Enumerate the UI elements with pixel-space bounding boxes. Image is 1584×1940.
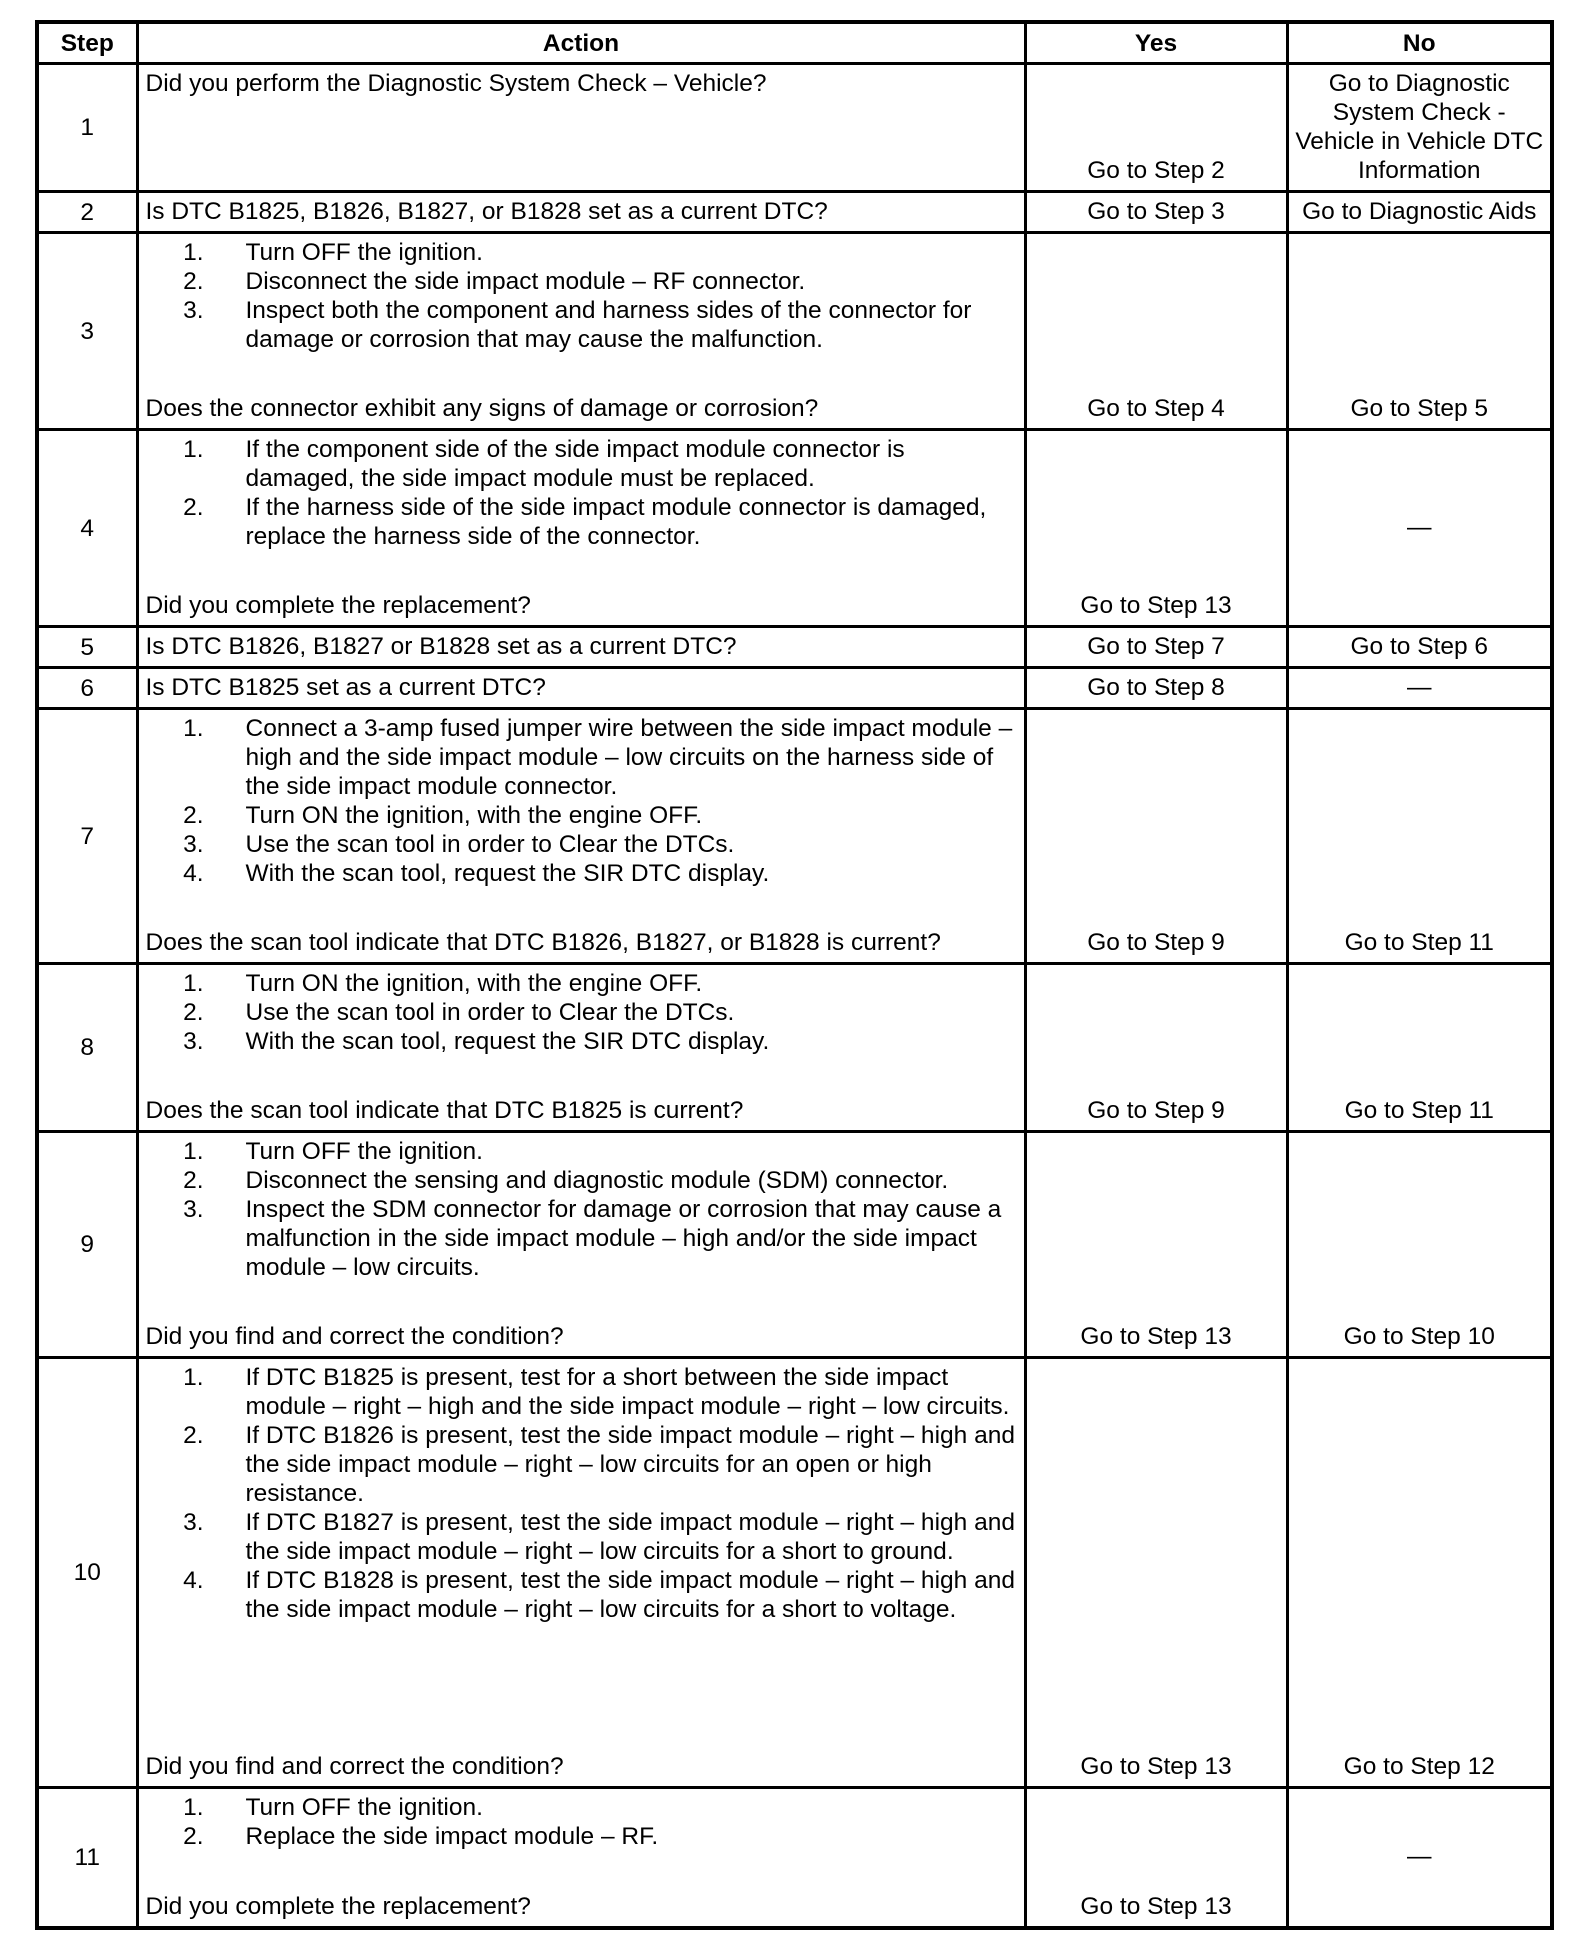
header-no: No <box>1287 22 1552 64</box>
substep-item <box>146 859 1020 888</box>
substep-text: With the scan tool, request the SIR DTC display. <box>245 1028 770 1055</box>
substep-item <box>146 296 1020 354</box>
no-result: Go to Diagnostic System Check - Vehicle in Vehicle DTC Information <box>1287 64 1552 192</box>
step-question: Does the connector exhibit any signs of damage or corrosion? <box>145 395 819 422</box>
substep-list <box>146 1137 1020 1282</box>
substep-item <box>146 1508 1020 1566</box>
step-number: 9 <box>37 1132 137 1358</box>
substep-list <box>146 714 1020 888</box>
action-cell <box>137 627 1025 668</box>
step-number: 5 <box>37 627 137 668</box>
substep-item <box>146 1566 1020 1624</box>
substep-number: 2. <box>183 494 204 521</box>
substep-number: 2. <box>183 268 204 295</box>
substep-item <box>146 998 1020 1027</box>
yes-result: Go to Step 9 <box>1025 709 1287 964</box>
substep-item <box>146 238 1020 267</box>
substep-text: If DTC B1825 is present, test for a short between the side impact module – right – high and the side impact module – right – low circuits. <box>245 1364 1010 1420</box>
substep-text: Replace the side impact module – RF. <box>245 1823 659 1850</box>
substep-number: 1. <box>183 239 204 266</box>
substep-item <box>146 1027 1020 1056</box>
substep-number: 2. <box>183 1422 204 1449</box>
substep-number: 2. <box>183 1823 204 1850</box>
step-number: 7 <box>37 709 137 964</box>
yes-result: Go to Step 13 <box>1025 1132 1287 1358</box>
table-row <box>37 64 1552 192</box>
no-result: — <box>1287 430 1552 627</box>
table-row <box>37 964 1552 1132</box>
substep-text: Disconnect the sensing and diagnostic module (SDM) connector. <box>245 1167 949 1194</box>
substep-text: If the component side of the side impact module connector is damaged, the side impact module must be replaced. <box>245 436 905 492</box>
action-cell <box>137 192 1025 233</box>
substep-number: 4. <box>183 1567 204 1594</box>
table-row <box>37 1358 1552 1788</box>
step-question: Did you perform the Diagnostic System Check – Vehicle? <box>145 70 767 97</box>
action-cell <box>137 1788 1025 1929</box>
substep-text: Use the scan tool in order to Clear the DTCs. <box>245 831 735 858</box>
step-question: Does the scan tool indicate that DTC B1826, B1827, or B1828 is current? <box>145 929 941 956</box>
step-number: 3 <box>37 233 137 430</box>
action-cell <box>137 233 1025 430</box>
substep-item <box>146 1166 1020 1195</box>
substep-number: 1. <box>183 1794 204 1821</box>
step-number: 2 <box>37 192 137 233</box>
substep-number: 3. <box>183 1196 204 1223</box>
substep-item <box>146 435 1020 493</box>
table-row <box>37 430 1552 627</box>
no-result: — <box>1287 668 1552 709</box>
step-question: Did you find and correct the condition? <box>145 1323 564 1350</box>
substep-text: Turn OFF the ignition. <box>245 239 483 266</box>
header-row <box>37 22 1552 64</box>
substep-item <box>146 830 1020 859</box>
substep-number: 1. <box>183 436 204 463</box>
substep-number: 3. <box>183 831 204 858</box>
step-question: Is DTC B1825, B1826, B1827, or B1828 set as a current DTC? <box>145 198 828 225</box>
substep-item <box>146 714 1020 801</box>
substep-number: 2. <box>183 1167 204 1194</box>
substep-text: Turn ON the ignition, with the engine OFF. <box>245 970 703 997</box>
step-question: Is DTC B1825 set as a current DTC? <box>145 674 546 701</box>
action-cell <box>137 709 1025 964</box>
yes-result: Go to Step 13 <box>1025 1358 1287 1788</box>
substep-item <box>146 801 1020 830</box>
substep-list <box>146 969 1020 1056</box>
substep-text: With the scan tool, request the SIR DTC display. <box>245 860 770 887</box>
substep-list <box>146 238 1020 354</box>
step-question: Is DTC B1826, B1827 or B1828 set as a current DTC? <box>145 633 737 660</box>
substep-text: Turn ON the ignition, with the engine OFF. <box>245 802 703 829</box>
step-question: Did you complete the replacement? <box>145 1893 531 1920</box>
action-cell <box>137 1358 1025 1788</box>
step-number: 8 <box>37 964 137 1132</box>
action-cell <box>137 64 1025 192</box>
diagnostic-table <box>35 20 1554 1930</box>
step-number: 10 <box>37 1358 137 1788</box>
step-number: 4 <box>37 430 137 627</box>
substep-list <box>146 435 1020 551</box>
no-result: Go to Step 12 <box>1287 1358 1552 1788</box>
substep-text: Turn OFF the ignition. <box>245 1794 483 1821</box>
action-cell <box>137 964 1025 1132</box>
yes-result: Go to Step 3 <box>1025 192 1287 233</box>
step-number: 1 <box>37 64 137 192</box>
substep-item <box>146 1421 1020 1508</box>
header-action: Action <box>137 22 1025 64</box>
yes-result: Go to Step 2 <box>1025 64 1287 192</box>
substep-item <box>146 1363 1020 1421</box>
step-question: Did you find and correct the condition? <box>145 1753 564 1780</box>
substep-text: Disconnect the side impact module – RF connector. <box>245 268 806 295</box>
substep-number: 1. <box>183 1138 204 1165</box>
yes-result: Go to Step 13 <box>1025 430 1287 627</box>
table-row <box>37 627 1552 668</box>
substep-list <box>146 1793 1020 1851</box>
action-cell <box>137 430 1025 627</box>
substep-number: 1. <box>183 715 204 742</box>
substep-text: Turn OFF the ignition. <box>245 1138 483 1165</box>
no-result: Go to Diagnostic Aids <box>1287 192 1552 233</box>
no-result: Go to Step 10 <box>1287 1132 1552 1358</box>
table-row <box>37 233 1552 430</box>
substep-item <box>146 493 1020 551</box>
substep-item <box>146 1793 1020 1822</box>
no-result: Go to Step 6 <box>1287 627 1552 668</box>
substep-number: 2. <box>183 802 204 829</box>
yes-result: Go to Step 4 <box>1025 233 1287 430</box>
table-row <box>37 668 1552 709</box>
yes-result: Go to Step 13 <box>1025 1788 1287 1929</box>
substep-item <box>146 267 1020 296</box>
table-body <box>37 64 1552 1929</box>
step-question: Did you complete the replacement? <box>145 592 531 619</box>
table-row <box>37 1788 1552 1929</box>
table-row <box>37 192 1552 233</box>
table-row <box>37 709 1552 964</box>
header-step: Step <box>37 22 137 64</box>
table-row <box>37 1132 1552 1358</box>
substep-number: 1. <box>183 1364 204 1391</box>
substep-number: 1. <box>183 970 204 997</box>
substep-text: Use the scan tool in order to Clear the DTCs. <box>245 999 735 1026</box>
step-question: Does the scan tool indicate that DTC B1825 is current? <box>145 1097 744 1124</box>
header-yes: Yes <box>1025 22 1287 64</box>
action-cell <box>137 668 1025 709</box>
substep-number: 3. <box>183 297 204 324</box>
substep-text: If DTC B1827 is present, test the side impact module – right – high and the side impact module – right – low circuits for a short to ground. <box>245 1509 1015 1565</box>
no-result: Go to Step 5 <box>1287 233 1552 430</box>
yes-result: Go to Step 7 <box>1025 627 1287 668</box>
substep-list <box>146 1363 1020 1624</box>
substep-item <box>146 1137 1020 1166</box>
yes-result: Go to Step 9 <box>1025 964 1287 1132</box>
step-number: 6 <box>37 668 137 709</box>
substep-number: 2. <box>183 999 204 1026</box>
substep-text: Inspect both the component and harness sides of the connector for damage or corrosion that may cause the malfunction. <box>245 297 972 353</box>
step-number: 11 <box>37 1788 137 1929</box>
substep-number: 4. <box>183 860 204 887</box>
substep-item <box>146 1822 1020 1851</box>
yes-result: Go to Step 8 <box>1025 668 1287 709</box>
no-result: Go to Step 11 <box>1287 964 1552 1132</box>
substep-number: 3. <box>183 1509 204 1536</box>
substep-text: If DTC B1828 is present, test the side impact module – right – high and the side impact module – right – low circuits for a short to voltage. <box>245 1567 1015 1623</box>
action-cell <box>137 1132 1025 1358</box>
no-result: — <box>1287 1788 1552 1929</box>
substep-text: If DTC B1826 is present, test the side impact module – right – high and the side impact module – right – low circuits for an open or high resistance. <box>245 1422 1015 1507</box>
substep-text: Inspect the SDM connector for damage or corrosion that may cause a malfunction in the side impact module – high and/or the side impact module – low circuits. <box>245 1196 1002 1281</box>
substep-number: 3. <box>183 1028 204 1055</box>
substep-text: Connect a 3-amp fused jumper wire between the side impact module – high and the side impact module – low circuits on the harness side of the side impact module connector. <box>245 715 1013 800</box>
substep-text: If the harness side of the side impact module connector is damaged, replace the harness side of the connector. <box>245 494 987 550</box>
substep-item <box>146 969 1020 998</box>
no-result: Go to Step 11 <box>1287 709 1552 964</box>
substep-item <box>146 1195 1020 1282</box>
